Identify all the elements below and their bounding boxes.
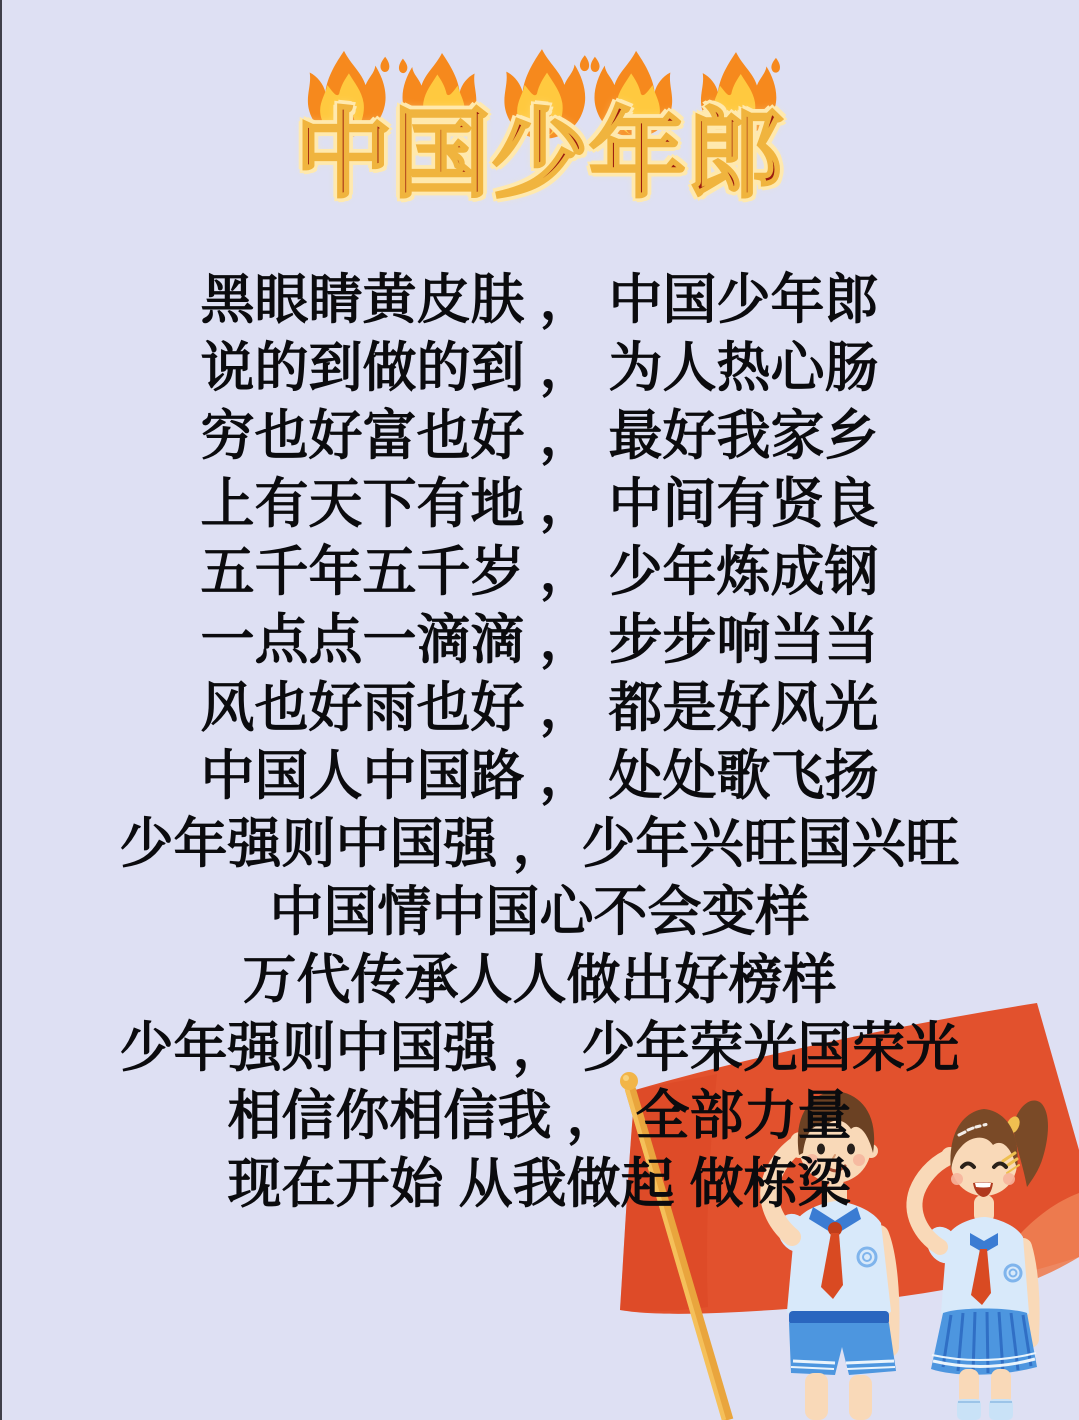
title-char: 郎 xyxy=(687,100,784,209)
lyric-line-10: 中国情中国心不会变样 xyxy=(269,882,810,942)
title-char-unit xyxy=(491,48,588,218)
title-char: 年 xyxy=(589,100,686,209)
title-char: 少 xyxy=(491,100,588,209)
lyric-line-9: 少年强则中国强 ， 少年兴旺国兴旺 xyxy=(119,814,960,874)
lyric-line-8: 中国人中国路 ， 处处歌飞扬 xyxy=(200,746,879,806)
lyric-line-13: 相信你相信我 ， 全部力量 xyxy=(227,1086,852,1146)
lyrics-block xyxy=(0,266,1079,1218)
lyric-line-4: 上有天下有地 ， 中间有贤良 xyxy=(200,474,879,534)
lyric-line-3: 穷也好富也好 ， 最好我家乡 xyxy=(200,406,879,466)
title-char-unit xyxy=(295,48,392,218)
title-char: 国 xyxy=(393,100,490,209)
lyric-line-5: 五千年五千岁 ， 少年炼成钢 xyxy=(200,542,879,602)
lyric-line-2: 说的到做的到 ， 为人热心肠 xyxy=(200,338,879,398)
title-char-unit xyxy=(393,48,490,218)
lyric-line-7: 风也好雨也好 ， 都是好风光 xyxy=(200,678,879,738)
poster-title xyxy=(0,48,1079,218)
lyric-line-6: 一点点一滴滴 ， 步步响当当 xyxy=(200,610,879,670)
lyric-line-11: 万代传承人人做出好榜样 xyxy=(242,950,837,1010)
lyric-line-14: 现在开始 从我做起 做栋梁 xyxy=(227,1154,852,1214)
title-char: 中 xyxy=(295,100,392,209)
lyric-line-1: 黑眼睛黄皮肤 ， 中国少年郎 xyxy=(200,270,879,330)
title-char-unit xyxy=(589,48,686,218)
lyric-line-12: 少年强则中国强 ， 少年荣光国荣光 xyxy=(119,1018,960,1078)
title-char-unit xyxy=(687,48,784,218)
